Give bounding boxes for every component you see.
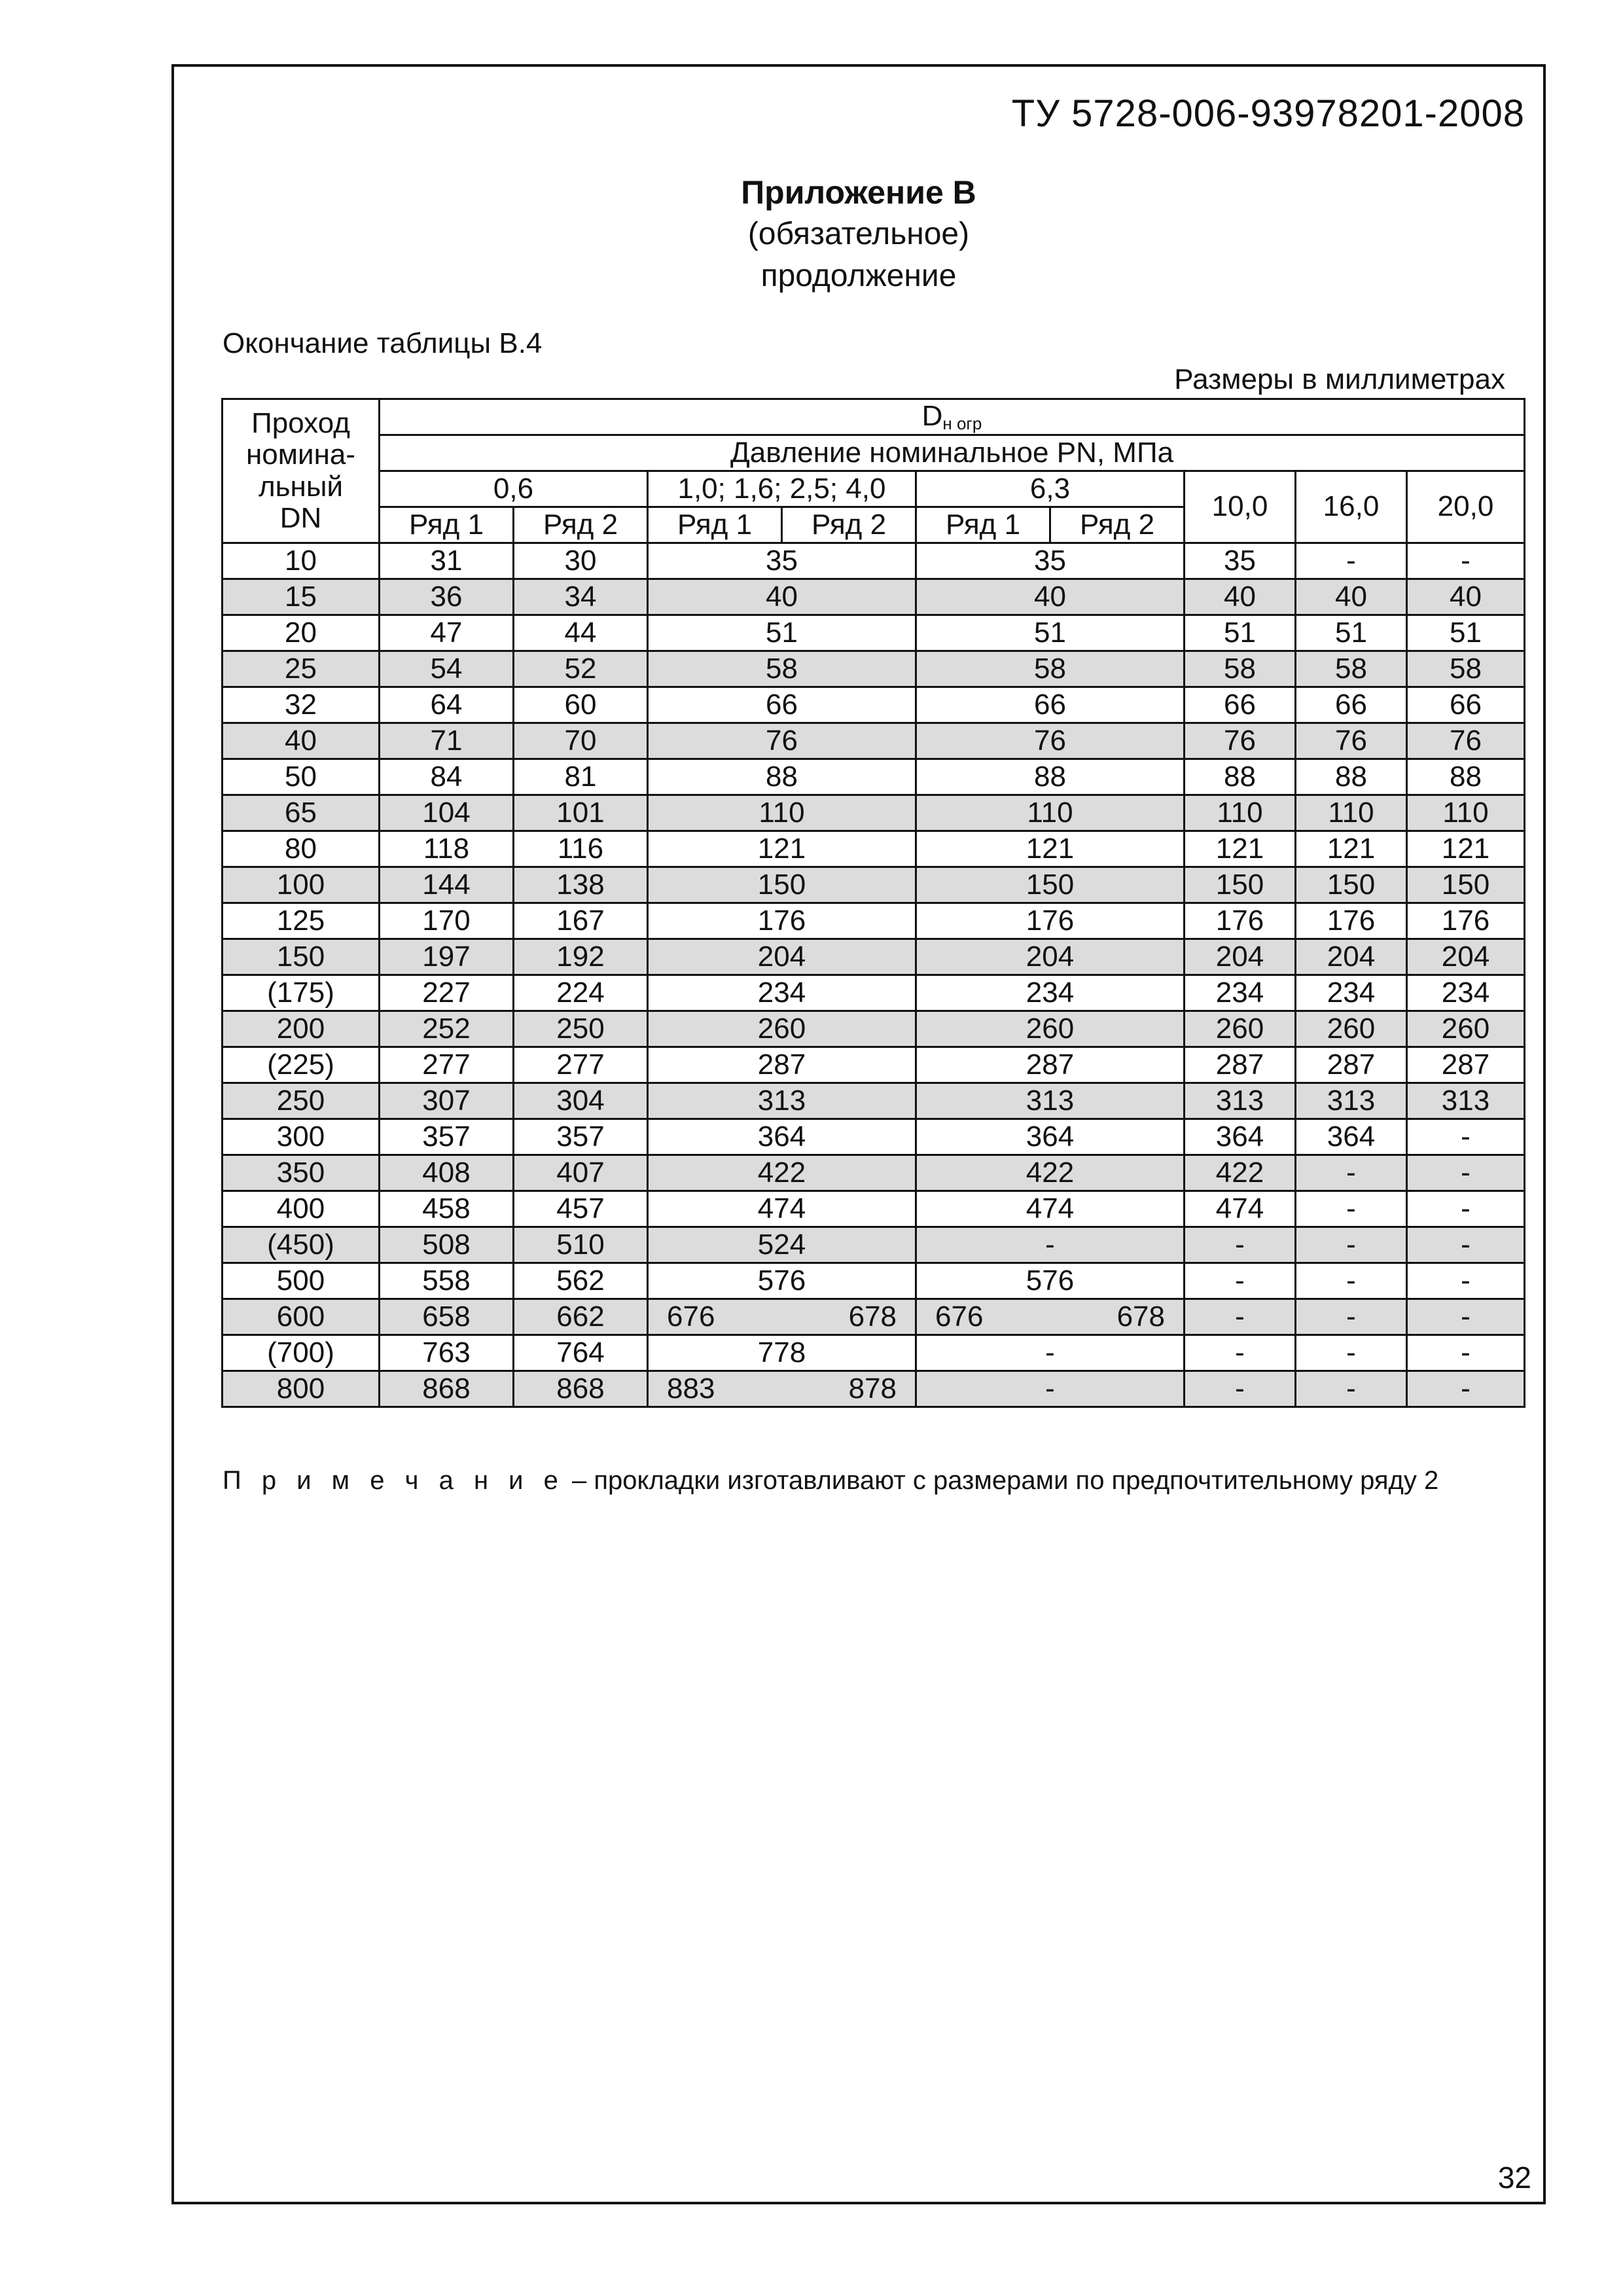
document-code: ТУ 5728-006-93978201-2008 <box>1011 92 1525 135</box>
cell-pn100: - <box>1185 1227 1296 1263</box>
table-row <box>223 615 1525 651</box>
cell-pn160: - <box>1296 1299 1407 1335</box>
cell-dn: (450) <box>223 1227 380 1263</box>
cell-dn: 15 <box>223 579 380 615</box>
cell-pn100: 35 <box>1185 543 1296 579</box>
cell-pn06-row1: 508 <box>380 1227 514 1263</box>
cell-pn200: 287 <box>1407 1047 1525 1083</box>
header-row2: Ряд 2 <box>514 507 648 543</box>
cell-pn06-row2: 304 <box>514 1083 648 1119</box>
page-number: 32 <box>1497 2161 1531 2195</box>
cell-pn200: - <box>1407 1227 1525 1263</box>
cell-pn06-row2: 192 <box>514 939 648 975</box>
cell-pn06-row1: 64 <box>380 687 514 723</box>
table-row <box>223 651 1525 687</box>
cell-dn: 10 <box>223 543 380 579</box>
cell-dn: 200 <box>223 1011 380 1047</box>
cell-pn10-40: 58 <box>648 651 916 687</box>
cell-dn: (700) <box>223 1335 380 1371</box>
cell-dn: 50 <box>223 759 380 795</box>
appendix-continuation: продолжение <box>760 259 957 293</box>
cell-pn100: 121 <box>1185 831 1296 867</box>
cell-pn10-40: 234 <box>648 975 916 1011</box>
cell-pn63: 364 <box>916 1119 1185 1155</box>
cell-dn: 100 <box>223 867 380 903</box>
table-row <box>223 795 1525 831</box>
header-dn: Проход номина- льный DN <box>223 399 380 543</box>
cell-pn200: 51 <box>1407 615 1525 651</box>
cell-pn10-40: 524 <box>648 1227 916 1263</box>
cell-pn06-row2: 60 <box>514 687 648 723</box>
table-row <box>223 903 1525 939</box>
cell-pn100: - <box>1185 1335 1296 1371</box>
table-row <box>223 831 1525 867</box>
cell-pn200: - <box>1407 1371 1525 1407</box>
cell-pn160: 121 <box>1296 831 1407 867</box>
cell-pn63: 58 <box>916 651 1185 687</box>
cell-pn100: 76 <box>1185 723 1296 759</box>
cell-pn10-40: 66 <box>648 687 916 723</box>
cell-pn100: - <box>1185 1371 1296 1407</box>
header-row1: Ряд 1 <box>916 507 1050 543</box>
cell-pn06-row2: 116 <box>514 831 648 867</box>
cell-dn: (225) <box>223 1047 380 1083</box>
cell-pn200: 204 <box>1407 939 1525 975</box>
table-note <box>223 1466 1438 1496</box>
cell-dn: 40 <box>223 723 380 759</box>
cell-pn200: 88 <box>1407 759 1525 795</box>
cell-pn10-40: 150 <box>648 867 916 903</box>
cell-pn06-row2: 138 <box>514 867 648 903</box>
cell-dn: 400 <box>223 1191 380 1227</box>
appendix-status: (обязательное) <box>747 217 970 251</box>
cell-pn10-40: 364 <box>648 1119 916 1155</box>
units-label: Размеры в миллиметрах <box>1174 363 1505 395</box>
cell-pn200: 121 <box>1407 831 1525 867</box>
cell-pn63: 76 <box>916 723 1185 759</box>
cell-pn63: 35 <box>916 543 1185 579</box>
table-row <box>223 1299 1525 1335</box>
cell-pn200: - <box>1407 1263 1525 1299</box>
cell-pn200: - <box>1407 1119 1525 1155</box>
cell-pn06-row1: 277 <box>380 1047 514 1083</box>
cell-pn06-row2: 357 <box>514 1119 648 1155</box>
cell-pn10-40: 204 <box>648 939 916 975</box>
cell-pn63-row2: 678 <box>1116 1300 1165 1333</box>
cell-pn10-40: 313 <box>648 1083 916 1119</box>
cell-pn63: 234 <box>916 975 1185 1011</box>
cell-pn06-row1: 47 <box>380 615 514 651</box>
cell-dn: 32 <box>223 687 380 723</box>
cell-pn200: 58 <box>1407 651 1525 687</box>
cell-pn06-row1: 227 <box>380 975 514 1011</box>
cell-pn06-row1: 558 <box>380 1263 514 1299</box>
cell-pn10-40: 474 <box>648 1191 916 1227</box>
table-row <box>223 1263 1525 1299</box>
cell-pn06-row2: 44 <box>514 615 648 651</box>
cell-pn63: 176 <box>916 903 1185 939</box>
cell-pn10-40: 35 <box>648 543 916 579</box>
table-row <box>223 759 1525 795</box>
cell-pn160: 204 <box>1296 939 1407 975</box>
note-text: – прокладки изготавливают с размерами по предпочтительному ряду 2 <box>572 1466 1439 1495</box>
cell-pn06-row2: 101 <box>514 795 648 831</box>
cell-dn: 25 <box>223 651 380 687</box>
cell-pn06-row2: 764 <box>514 1335 648 1371</box>
cell-pn10-40: 422 <box>648 1155 916 1191</box>
cell-pn06-row1: 197 <box>380 939 514 975</box>
cell-pn10-40: 88 <box>648 759 916 795</box>
cell-pn06-row2: 34 <box>514 579 648 615</box>
cell-pn100: 150 <box>1185 867 1296 903</box>
cell-pn160: 58 <box>1296 651 1407 687</box>
cell-pn63: 51 <box>916 615 1185 651</box>
cell-pn100: 474 <box>1185 1191 1296 1227</box>
cell-pn200: 40 <box>1407 579 1525 615</box>
cell-pn160: - <box>1296 1155 1407 1191</box>
cell-pn06-row1: 118 <box>380 831 514 867</box>
cell-pn06-row2: 224 <box>514 975 648 1011</box>
cell-pn06-row1: 868 <box>380 1371 514 1407</box>
cell-dn: 65 <box>223 795 380 831</box>
header-pn-10-40: 1,0; 1,6; 2,5; 4,0 <box>648 471 916 507</box>
cell-pn160: - <box>1296 1263 1407 1299</box>
cell-pn100: 204 <box>1185 939 1296 975</box>
cell-pn100: 51 <box>1185 615 1296 651</box>
cell-pn63: 260 <box>916 1011 1185 1047</box>
cell-pn63-row1: 676 <box>935 1300 984 1333</box>
cell-pn06-row2: 250 <box>514 1011 648 1047</box>
cell-pn160: 150 <box>1296 867 1407 903</box>
cell-pn100: 313 <box>1185 1083 1296 1119</box>
cell-pn06-row1: 170 <box>380 903 514 939</box>
cell-pn10-40: 40 <box>648 579 916 615</box>
cell-pn10-40: 121 <box>648 831 916 867</box>
cell-pn160: 51 <box>1296 615 1407 651</box>
cell-pn10-40-row2: 678 <box>848 1300 897 1333</box>
header-pn-06: 0,6 <box>380 471 648 507</box>
cell-pn06-row1: 458 <box>380 1191 514 1227</box>
cell-pn06-row1: 54 <box>380 651 514 687</box>
cell-pn200: - <box>1407 1191 1525 1227</box>
cell-pn200: 110 <box>1407 795 1525 831</box>
cell-pn200: 150 <box>1407 867 1525 903</box>
cell-pn100: - <box>1185 1263 1296 1299</box>
cell-pn160: 287 <box>1296 1047 1407 1083</box>
cell-pn06-row1: 31 <box>380 543 514 579</box>
cell-pn200: - <box>1407 1155 1525 1191</box>
dimensions-table <box>221 398 1525 1408</box>
cell-dn: 600 <box>223 1299 380 1335</box>
cell-pn100: 40 <box>1185 579 1296 615</box>
cell-pn100: 422 <box>1185 1155 1296 1191</box>
cell-pn100: 364 <box>1185 1119 1296 1155</box>
cell-pn63: 287 <box>916 1047 1185 1083</box>
cell-pn200: - <box>1407 1335 1525 1371</box>
cell-pn160: - <box>1296 1227 1407 1263</box>
header-row1: Ряд 1 <box>380 507 514 543</box>
cell-pn06-row1: 104 <box>380 795 514 831</box>
table-row <box>223 579 1525 615</box>
cell-pn06-row2: 510 <box>514 1227 648 1263</box>
cell-pn10-40-row1: 676 <box>667 1300 715 1333</box>
cell-pn06-row1: 763 <box>380 1335 514 1371</box>
cell-pn06-row1: 36 <box>380 579 514 615</box>
cell-pn160: 176 <box>1296 903 1407 939</box>
cell-pn160: - <box>1296 1191 1407 1227</box>
cell-pn100: 287 <box>1185 1047 1296 1083</box>
cell-pn100: 260 <box>1185 1011 1296 1047</box>
cell-pn63: - <box>916 1335 1185 1371</box>
table-body <box>223 543 1525 1407</box>
cell-pn10-40: 176 <box>648 903 916 939</box>
cell-dn: 150 <box>223 939 380 975</box>
cell-pn06-row1: 252 <box>380 1011 514 1047</box>
header-pn-200: 20,0 <box>1407 471 1525 543</box>
cell-pn200: 234 <box>1407 975 1525 1011</box>
cell-pn10-40-row1: 883 <box>667 1372 715 1405</box>
cell-pn10-40: 576 <box>648 1263 916 1299</box>
table-row <box>223 1335 1525 1371</box>
cell-pn10-40 <box>648 1299 916 1335</box>
cell-pn06-row2: 662 <box>514 1299 648 1335</box>
cell-pn160: 364 <box>1296 1119 1407 1155</box>
cell-pn10-40: 76 <box>648 723 916 759</box>
cell-pn63: 204 <box>916 939 1185 975</box>
cell-pn63: 474 <box>916 1191 1185 1227</box>
cell-pn10-40: 778 <box>648 1335 916 1371</box>
table-row <box>223 1227 1525 1263</box>
header-pn-160: 16,0 <box>1296 471 1407 543</box>
cell-pn63: 422 <box>916 1155 1185 1191</box>
cell-pn06-row2: 457 <box>514 1191 648 1227</box>
cell-pn06-row1: 408 <box>380 1155 514 1191</box>
cell-pn160: 76 <box>1296 723 1407 759</box>
cell-pn100: 176 <box>1185 903 1296 939</box>
cell-pn06-row1: 144 <box>380 867 514 903</box>
cell-pn200: 176 <box>1407 903 1525 939</box>
cell-pn160: 313 <box>1296 1083 1407 1119</box>
header-row2: Ряд 2 <box>782 507 916 543</box>
cell-pn10-40: 110 <box>648 795 916 831</box>
table-row <box>223 939 1525 975</box>
appendix-title: Приложение В <box>741 174 976 211</box>
cell-dn: 500 <box>223 1263 380 1299</box>
header-row2: Ряд 2 <box>1050 507 1185 543</box>
header-row1: Ряд 1 <box>648 507 782 543</box>
cell-pn160: 66 <box>1296 687 1407 723</box>
cell-pn06-row1: 357 <box>380 1119 514 1155</box>
cell-pn160: - <box>1296 1335 1407 1371</box>
cell-pn160: 234 <box>1296 975 1407 1011</box>
table-row <box>223 1083 1525 1119</box>
cell-pn06-row2: 562 <box>514 1263 648 1299</box>
cell-pn200: 313 <box>1407 1083 1525 1119</box>
cell-pn200: - <box>1407 543 1525 579</box>
appendix-heading <box>171 171 1546 297</box>
cell-pn10-40: 260 <box>648 1011 916 1047</box>
header-pressure: Давление номинальное PN, МПа <box>380 435 1525 471</box>
cell-pn06-row2: 868 <box>514 1371 648 1407</box>
cell-pn100: 88 <box>1185 759 1296 795</box>
cell-dn: 250 <box>223 1083 380 1119</box>
cell-pn200: 76 <box>1407 723 1525 759</box>
cell-pn160: 260 <box>1296 1011 1407 1047</box>
header-d-outer: $D_{н огр}$ <box>380 399 1525 435</box>
table-row <box>223 1371 1525 1407</box>
cell-pn06-row1: 71 <box>380 723 514 759</box>
cell-pn63: - <box>916 1371 1185 1407</box>
cell-pn06-row1: 307 <box>380 1083 514 1119</box>
table-row <box>223 687 1525 723</box>
cell-pn63: 313 <box>916 1083 1185 1119</box>
cell-dn: 20 <box>223 615 380 651</box>
cell-pn100: 110 <box>1185 795 1296 831</box>
cell-pn160: 88 <box>1296 759 1407 795</box>
cell-dn: 800 <box>223 1371 380 1407</box>
cell-pn63: 88 <box>916 759 1185 795</box>
cell-pn63: 40 <box>916 579 1185 615</box>
cell-pn160: 110 <box>1296 795 1407 831</box>
cell-pn100: 234 <box>1185 975 1296 1011</box>
cell-pn06-row2: 30 <box>514 543 648 579</box>
table-row <box>223 1191 1525 1227</box>
cell-dn: 350 <box>223 1155 380 1191</box>
cell-pn06-row1: 84 <box>380 759 514 795</box>
cell-pn10-40: 287 <box>648 1047 916 1083</box>
cell-dn: 80 <box>223 831 380 867</box>
cell-pn160: - <box>1296 1371 1407 1407</box>
table-row <box>223 1119 1525 1155</box>
cell-pn10-40: 51 <box>648 615 916 651</box>
table-row <box>223 1047 1525 1083</box>
cell-pn160: - <box>1296 543 1407 579</box>
cell-pn06-row2: 70 <box>514 723 648 759</box>
cell-dn: 300 <box>223 1119 380 1155</box>
cell-pn63: 66 <box>916 687 1185 723</box>
table-row <box>223 867 1525 903</box>
cell-pn100: 58 <box>1185 651 1296 687</box>
note-label: П р и м е ч а н и е <box>223 1466 565 1495</box>
cell-pn06-row2: 81 <box>514 759 648 795</box>
table-row <box>223 543 1525 579</box>
cell-pn10-40 <box>648 1371 916 1407</box>
header-pn-63: 6,3 <box>916 471 1185 507</box>
cell-dn: (175) <box>223 975 380 1011</box>
table-row <box>223 975 1525 1011</box>
cell-pn100: - <box>1185 1299 1296 1335</box>
cell-pn63: 150 <box>916 867 1185 903</box>
cell-pn10-40-row2: 878 <box>848 1372 897 1405</box>
table-row <box>223 1011 1525 1047</box>
cell-pn100: 66 <box>1185 687 1296 723</box>
cell-pn200: 66 <box>1407 687 1525 723</box>
table-caption: Окончание таблицы В.4 <box>223 327 543 359</box>
header-pn-100: 10,0 <box>1185 471 1296 543</box>
cell-pn63: 121 <box>916 831 1185 867</box>
cell-pn06-row2: 407 <box>514 1155 648 1191</box>
cell-pn06-row2: 167 <box>514 903 648 939</box>
cell-pn06-row2: 52 <box>514 651 648 687</box>
cell-pn200: - <box>1407 1299 1525 1335</box>
cell-pn160: 40 <box>1296 579 1407 615</box>
cell-pn200: 260 <box>1407 1011 1525 1047</box>
cell-pn63: 110 <box>916 795 1185 831</box>
cell-pn63: 576 <box>916 1263 1185 1299</box>
table-row <box>223 1155 1525 1191</box>
cell-pn06-row2: 277 <box>514 1047 648 1083</box>
cell-dn: 125 <box>223 903 380 939</box>
cell-pn06-row1: 658 <box>380 1299 514 1335</box>
cell-pn63 <box>916 1299 1185 1335</box>
cell-pn63: - <box>916 1227 1185 1263</box>
table-row <box>223 723 1525 759</box>
